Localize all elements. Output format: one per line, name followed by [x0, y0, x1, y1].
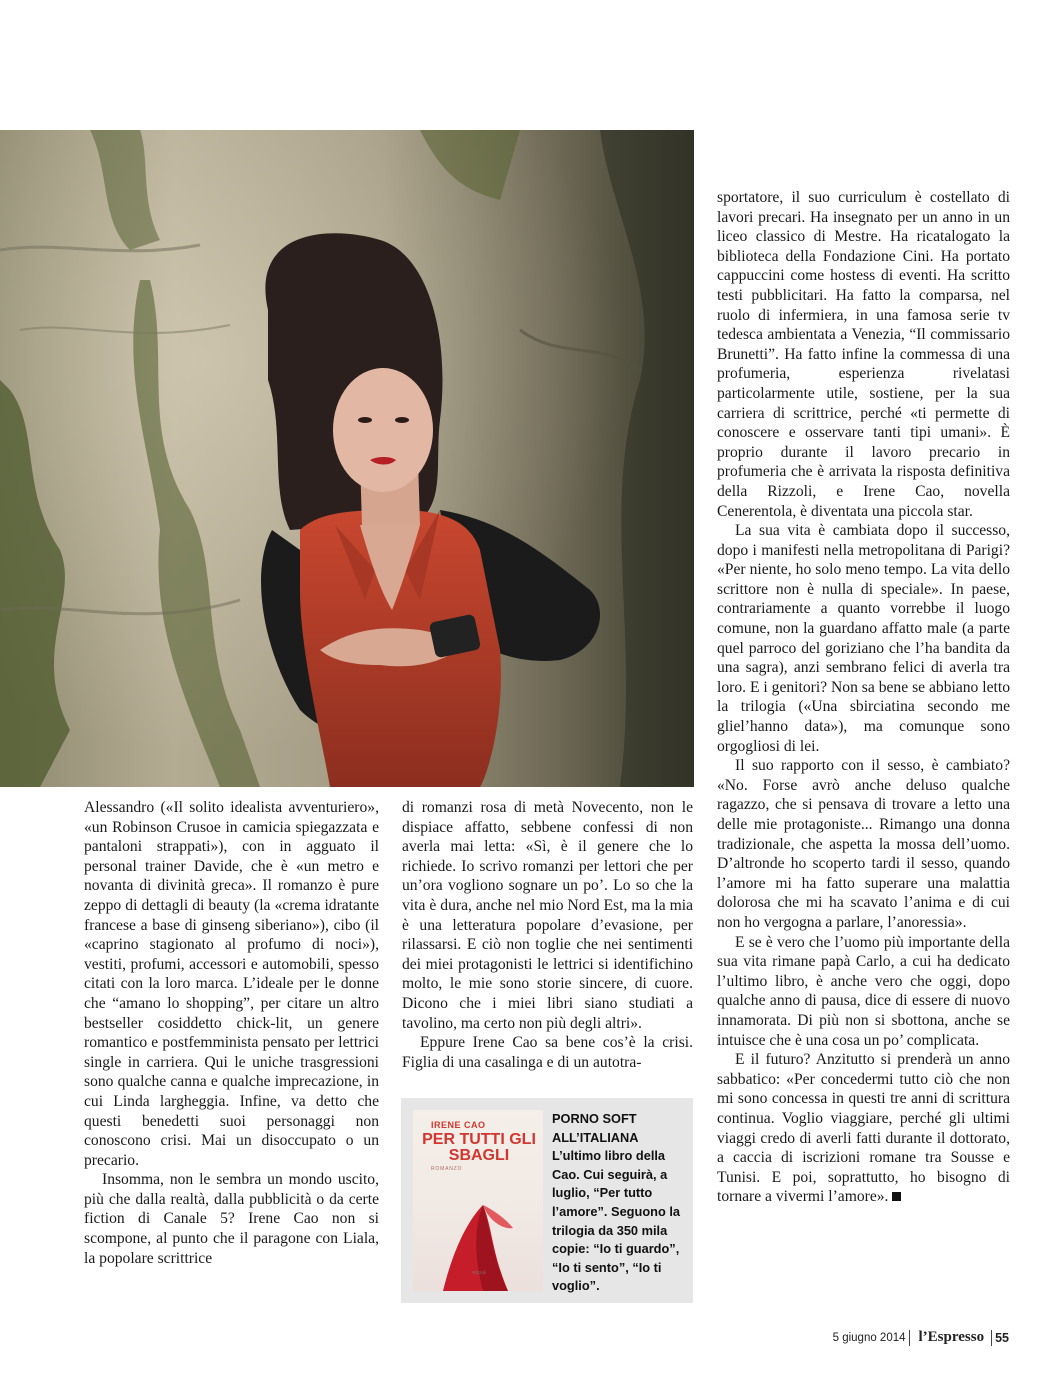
- divider: [991, 1330, 992, 1346]
- paragraph: sportatore, il suo curriculum è costellato di lavori precari. Ha insegnato per un anno in un liceo classico di Mestre. Ha ricatalogato la biblioteca della Fondazione Cini. Ha portato cappuccini come hostess di eventi. Ha scritto testi pubblicitari. Ha fatto la comparsa, nel ruolo di infermiera, in una famosa serie tv tedesca ambientata a Venezia, “Il commissario Brunetti”. Ha fatto infine la commessa di una profumeria, esperienza rivelatasi particolarmente utile, sostiene, per la sua carriera di scrittrice, perché «ti permette di conoscere e osservare tanti tipi umani». È proprio durante il lavoro precario in profumeria che è arrivata la risposta definitiva della Rizzoli, e Irene Cao, novella Cenerentola, è diventata una piccola star.: [717, 189, 1010, 520]
- paragraph: Alessandro («Il solito idealista avventuriero», «un Robinson Crusoe in camicia spiegazzata e pantaloni strappati»), con in agguato il personal trainer Davide, che è «un metro e novanta di divinità greca». Il romanzo è pure zeppo di dettagli di beauty (la «crema idratante francese a base di ginseng siberiano»), cibo (il «caprino stagionato al profumo di noci»), vestiti, profumi, accessori e automobili, spesso citati con la loro marca. L’ideale per le donne che “amano lo shopping”, per citare un altro bestseller cosiddetto chick-lit, un genere romantico e postfemminista pensato per lettrici single in carriera. Qui le uniche trasgressioni sono qualche canna e qualche imprecazione, in cui Linda largheggia. Infine, va detto che questi benedetti suoi personaggi non conoscono crisi. Mai un disoccupato o un precario.: [84, 799, 379, 1169]
- last-paragraph-text: E il futuro? Anzitutto si prenderà un anno sabbatico: «Per concedermi tutto ciò che non mi sono concessa in questi tre anni di scrittura continua. Voglio viaggiare, perché gli ultimi viaggi credo di averli fatti durante il dottorato, a caccia di iscrizioni romane tra Sousse e Tunisi. E poi, soprattutto, ho bisogno di tornare a vivermi l’amore».: [717, 1051, 1010, 1206]
- paragraph: Eppure Irene Cao sa bene cos’è la crisi. Figlia di una casalinga e di un autotra-: [402, 1034, 693, 1071]
- sidebar-body: L’ultimo libro della Cao. Cui seguirà, a luglio, “Per tutto l’amore”. Seguono la trilogia da 350 mila copie: “Io ti guardo”, “Io ti sento”, “Io ti voglio”.: [552, 1148, 680, 1294]
- paragraph-last: [717, 1050, 1010, 1207]
- book-cover: [413, 1110, 543, 1291]
- book-sidebar: [401, 1098, 693, 1303]
- issue-date: 5 giugno 2014: [832, 1331, 906, 1344]
- paragraph: di romanzi rosa di metà Novecento, non le dispiace affatto, sebbene confessi di non averla mai letta: «Sì, è il genere che lo richiede. Io scrivo romanzi per lettori che per un’ora vogliono sognare un po’. Lo so che la vita è dura, anche nel mio Nord Est, ma la mia è una letteratura popolare d’evasione, per rilassarsi. E ciò non toglie che nei sentimenti dei miei protagonisti le lettrici si identifichino molto, le mie sono storie sincere, di cuore. Dicono che i miei libri siano studiati a tavolino, ma certo non più degli altri».: [402, 799, 693, 1032]
- article-column-3: [717, 188, 1010, 1207]
- cover-author: IRENE CAO: [431, 1120, 486, 1130]
- portrait-photo: [0, 130, 694, 787]
- page-footer: [833, 1329, 1009, 1346]
- cover-art-icon: [413, 1110, 543, 1291]
- article-column-1: [84, 798, 379, 1268]
- portrait-photo-icon: [0, 130, 694, 787]
- paragraph: La sua vita è cambiata dopo il successo, dopo i manifesti nella metropolitana di Parigi? «Per niente, ho solo meno tempo. La vita dello scrittore non è nulla di speciale». In paese, contrariamente a quanto vorrebbe il luogo comune, non la guardano affatto male (a parte quel parroco del goriziano che l’ha bandita da una sagra), anzi sembrano felici di averla tra loro. E i genitori? Non sa bene se abbiano letto la trilogia («Una sbirciatina secondo me gliel’hanno data»), ma comunque sono orgogliosi di lei.: [717, 522, 1010, 755]
- paragraph: Insomma, non le sembra un mondo uscito, più che dalla realtà, dalla pubblicità o da certe fiction di Canale 5? Irene Cao non si scompone, al punto che il paragone con Liala, la popolare scrittrice: [84, 1171, 379, 1267]
- end-mark-icon: [892, 1192, 901, 1201]
- magazine-logo: l’Espresso: [918, 1329, 985, 1345]
- cover-title: PER TUTTI GLI SBAGLI: [422, 1131, 536, 1164]
- sidebar-text: [552, 1110, 688, 1296]
- paragraph: E se è vero che l’uomo più importante della sua vita rimane papà Carlo, a cui ha dedicato l’ultimo libro, è anche vero che oggi, dopo qualche anno di pausa, dice di essere di nuovo innamorata. Di più non si sbottona, anche se intuisce che è una cosa un po’ complicata.: [717, 933, 1010, 1049]
- sidebar-heading: PORNO SOFT ALL’ITALIANA: [552, 1111, 639, 1145]
- page-number: 55: [995, 1330, 1009, 1345]
- article-column-2: [402, 798, 693, 1072]
- paragraph: Il suo rapporto con il sesso, è cambiato? «No. Forse avrò anche deluso qualche ragazzo, che si pensava di trovare a letto una delle mie protagoniste... Rimango una donna tradizionale, che aspetta la mossa dell’uomo. D’altronde ho scoperto tardi il sesso, quando l’amore mi ha fatto superare una malattia dolorosa che mi ha scavato l’anima e di cui non ho vergogna a parlare, l’anoressia».: [717, 757, 1010, 931]
- cover-publisher: Rizzoli: [472, 1270, 486, 1275]
- divider: [909, 1330, 910, 1346]
- cover-genre: ROMANZO: [431, 1166, 463, 1172]
